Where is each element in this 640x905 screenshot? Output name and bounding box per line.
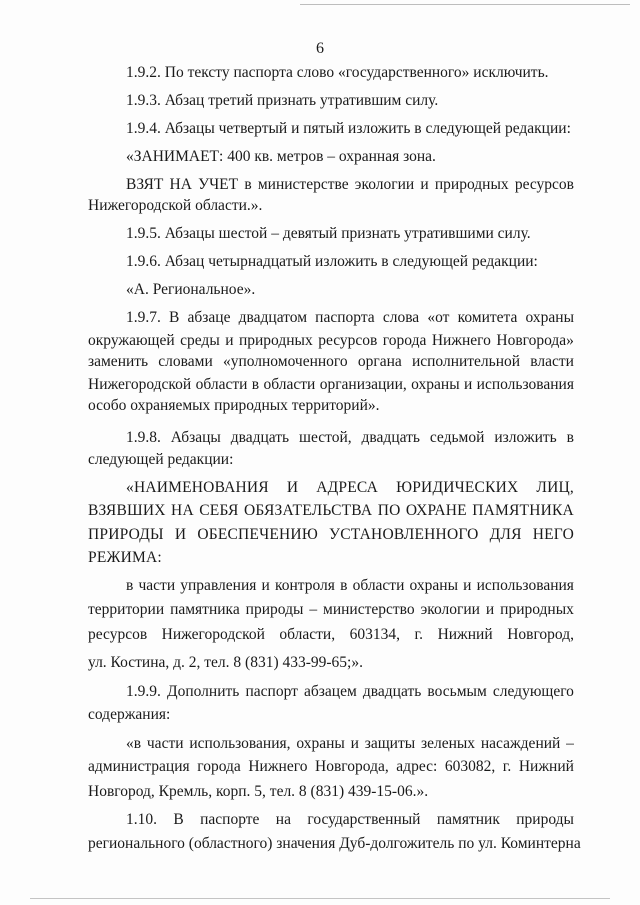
word: ОБЕСПЕЧЕНИЮ — [197, 526, 318, 543]
word: ВЗЯВШИХ — [88, 502, 166, 519]
word: следующего — [492, 683, 574, 700]
word: седьмой — [429, 429, 485, 446]
word: Нижнего — [431, 332, 491, 349]
word: 1.9.8. — [126, 429, 161, 446]
word: ДЛЯ — [489, 526, 522, 543]
word: области — [263, 376, 316, 393]
text-line — [126, 478, 574, 498]
word: В — [173, 811, 184, 828]
word: охраны — [409, 577, 458, 594]
word: зеленых — [420, 735, 476, 752]
word: 603082, — [444, 758, 496, 775]
word: использования — [476, 577, 574, 594]
word: паспорта — [315, 309, 375, 326]
word: области — [195, 376, 248, 393]
word: природных — [238, 332, 313, 349]
word: ресурсов — [514, 176, 574, 193]
word: Дополнить — [167, 683, 240, 700]
text-line: Нижегородской области.». — [88, 197, 263, 214]
word: в — [251, 376, 260, 393]
word: «от — [427, 309, 450, 326]
word: природных — [434, 176, 509, 193]
word: экологии — [420, 601, 480, 618]
word: И — [286, 479, 299, 496]
text-line: 1.9.3. Абзац третий признать утратившим силу. — [126, 92, 439, 109]
page-number: 6 — [316, 40, 324, 57]
text-line: РЕЖИМА: — [88, 549, 162, 566]
text-line — [126, 734, 574, 754]
word: двадцать — [361, 429, 420, 446]
word: на — [275, 811, 291, 828]
word: УЧЕТ — [198, 176, 239, 193]
word: природы — [245, 601, 304, 618]
word: ПРИРОДЫ — [88, 526, 164, 543]
word: памятника — [170, 601, 240, 618]
word: абзаце — [187, 309, 231, 326]
word: Абзацы — [170, 429, 221, 446]
word: в — [244, 176, 252, 193]
word: АДРЕСА — [316, 479, 379, 496]
scan-edge-bottom — [30, 898, 610, 899]
word: части — [138, 577, 176, 594]
word: ВЗЯТ — [126, 176, 164, 193]
word: двадцать — [230, 429, 290, 446]
text-line: ул. Костина, д. 2, тел. 8 (831) 433-99-65;». — [88, 654, 363, 671]
text-line: 1.9.5. Абзацы шестой – девятый признать утратившими силу. — [126, 225, 531, 242]
text-line — [88, 600, 574, 620]
word: защиты — [364, 735, 416, 752]
text-line — [126, 428, 574, 448]
word: И — [174, 526, 187, 543]
text-line: особо охраняемых природных территорий». — [88, 397, 380, 414]
word: шестой, — [299, 429, 352, 446]
word: г. — [502, 758, 512, 775]
word: 1.9.7. — [126, 309, 161, 326]
text-line — [126, 682, 574, 702]
text-line — [126, 576, 574, 596]
word: и — [463, 376, 473, 393]
word: в — [126, 577, 134, 594]
text-line: 1.9.2. По тексту паспорта слово «государственного» исключить. — [126, 64, 549, 81]
word: ОХРАНЕ — [405, 502, 467, 519]
word: Новгорода» — [496, 332, 574, 349]
word: ЮРИДИЧЕСКИХ — [396, 479, 519, 496]
word: области — [352, 577, 405, 594]
word: государственный — [307, 811, 421, 828]
word: 1.10. — [126, 811, 157, 828]
word: и — [225, 332, 234, 349]
text-line: Новгород, Кремль, корп. 5, тел. 8 (831) 439-15-06.». — [88, 783, 429, 800]
word: и — [350, 735, 359, 752]
word: НА — [171, 502, 194, 519]
text-line: 1.9.4. Абзацы четвертый и пятый изложить в следующей редакции: — [126, 120, 571, 137]
text-line — [126, 810, 574, 830]
text-line: 1.9.6. Абзац четырнадцатый изложить в следующей редакции: — [126, 253, 538, 270]
word: министерстве — [257, 176, 349, 193]
word: слова — [382, 309, 420, 326]
word: насаждений — [480, 735, 561, 752]
word: – — [566, 735, 574, 752]
word: управления — [180, 577, 257, 594]
word: г. — [414, 626, 424, 643]
word: Нижнего — [248, 758, 308, 775]
word: природных — [500, 601, 574, 618]
word: восьмым — [427, 683, 487, 700]
word: организации, — [319, 376, 407, 393]
word: Нижегородской — [161, 626, 265, 643]
word: экологии — [354, 176, 415, 193]
word: среды — [180, 332, 220, 349]
word: Новгорода, — [315, 758, 389, 775]
word: использования, — [189, 735, 291, 752]
text-line: «А. Региональное». — [126, 281, 256, 298]
word: словами — [158, 353, 213, 370]
text-line — [88, 757, 574, 777]
word: ПАМЯТНИКА — [472, 502, 574, 519]
word: окружающей — [88, 332, 175, 349]
text-line — [88, 501, 574, 521]
word: двадцать — [362, 683, 422, 700]
word: 603134, — [349, 626, 401, 643]
text-line: регионального (областного) значения Дуб-долгожитель по ул. Коминтерна — [88, 835, 581, 852]
word: НЕГО — [532, 526, 574, 543]
word: охраны — [296, 735, 345, 752]
word: Нижний — [518, 758, 574, 775]
word: в — [340, 577, 348, 594]
text-line — [126, 175, 574, 195]
word: в — [566, 429, 574, 446]
text-line: «ЗАНИМАЕТ: 400 кв. метров – охранная зона. — [126, 148, 436, 165]
word: В — [169, 309, 180, 326]
text-line — [88, 375, 574, 395]
word: абзацем — [304, 683, 357, 700]
word: и — [420, 176, 429, 193]
word: города — [197, 758, 241, 775]
word: контроля — [275, 577, 335, 594]
word: министерство — [323, 601, 415, 618]
word: адрес: — [396, 758, 438, 775]
word: заменить — [88, 353, 149, 370]
text-line — [88, 331, 574, 351]
word: НА — [169, 176, 192, 193]
word: использования — [476, 376, 574, 393]
word: органа — [357, 353, 402, 370]
word: ресурсов — [88, 626, 148, 643]
word: администрация — [88, 758, 190, 775]
text-line: следующей редакции: — [88, 451, 234, 468]
word: Нижний — [437, 626, 493, 643]
word: территории — [88, 601, 165, 618]
word: «в — [126, 735, 142, 752]
word: и — [485, 601, 495, 618]
word: изложить — [494, 429, 557, 446]
text-line: содержания: — [88, 706, 171, 723]
word: и — [463, 577, 472, 594]
word: ресурсов — [318, 332, 378, 349]
word: ЛИЦ, — [536, 479, 574, 496]
word: Нижегородской — [88, 376, 192, 393]
text-line — [88, 525, 574, 545]
word: Новгород, — [507, 626, 574, 643]
word: части — [146, 735, 184, 752]
word: природы — [516, 811, 574, 828]
word: 1.9.9. — [126, 683, 161, 700]
word: охраны — [411, 376, 460, 393]
text-line — [126, 308, 574, 328]
word: памятник — [436, 811, 500, 828]
word: области, — [279, 626, 336, 643]
word: СЕБЯ — [199, 502, 239, 519]
word: власти — [530, 353, 574, 370]
scan-edge-top — [300, 4, 630, 5]
word: – — [309, 601, 318, 618]
word: паспорт — [245, 683, 298, 700]
word: и — [261, 577, 270, 594]
word: «уполномоченного — [222, 353, 348, 370]
text-line — [88, 625, 574, 645]
word: ОБЯЗАТЕЛЬСТВА — [244, 502, 373, 519]
text-line — [88, 352, 574, 372]
word: исполнительной — [411, 353, 521, 370]
word: охраны — [525, 309, 574, 326]
word: «НАИМЕНОВАНИЯ — [126, 479, 269, 496]
word: паспорте — [200, 811, 260, 828]
word: двадцатом — [238, 309, 308, 326]
word: города — [382, 332, 427, 349]
word: ПО — [377, 502, 401, 519]
word: УСТАНОВЛЕННОГО — [329, 526, 479, 543]
word: комитета — [457, 309, 518, 326]
